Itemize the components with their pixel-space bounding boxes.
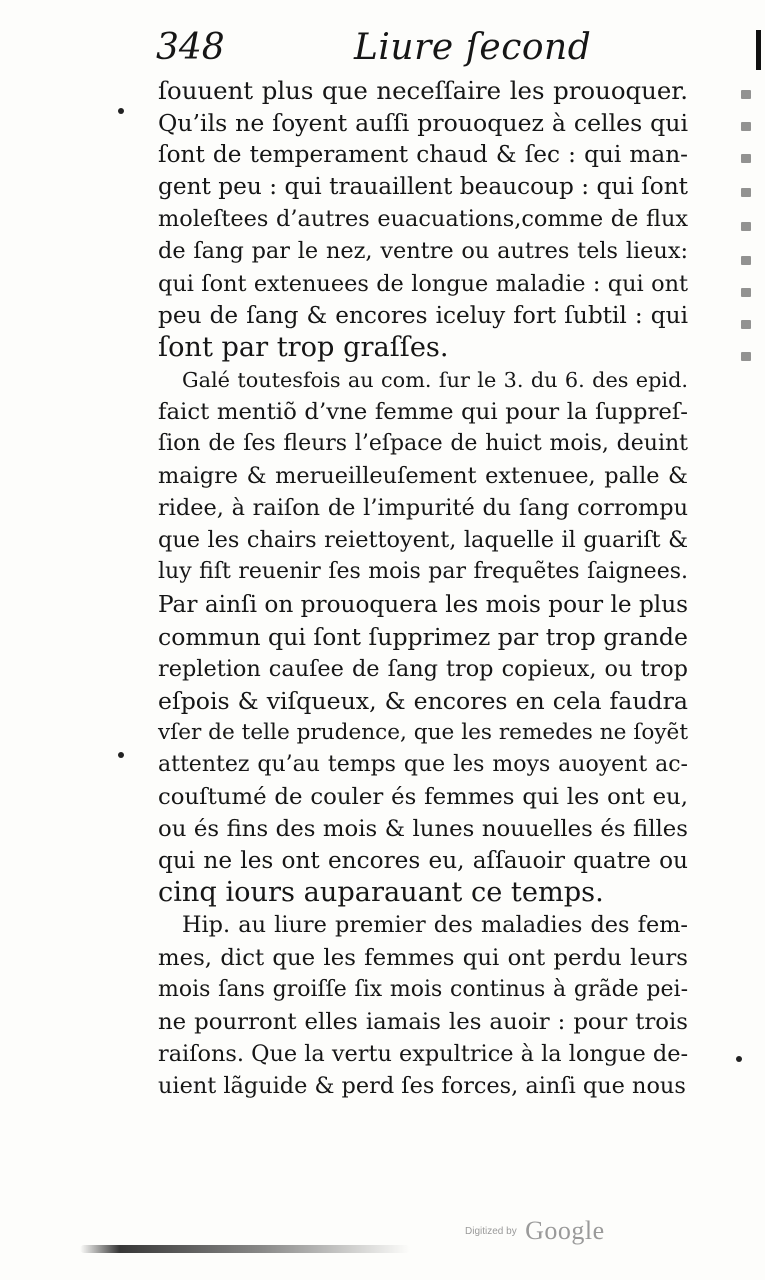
- page-header: [156, 26, 696, 70]
- text-line: vſer de telle prudence, que les remedes ne ſoyẽt: [158, 719, 688, 745]
- text-line: Galé toutesfois au com. ſur le 3. du 6. des epid.: [182, 367, 688, 392]
- paragraph: [158, 364, 688, 910]
- text-line: qui ne les ont encores eu, aſſauoir quatre ou: [158, 847, 688, 875]
- text-line: maigre & merueilleuſement extenuee, palle &: [158, 463, 688, 490]
- bleedthrough-glyph: [741, 154, 751, 163]
- text-line: moleſtees d’autres euacuations,comme de flux: [158, 206, 688, 233]
- text-line: Par ainſi on prouoquera les mois pour le plus: [158, 590, 689, 618]
- text-line: commun qui ſont ſupprimez par trop grande: [158, 622, 688, 651]
- body-text: [158, 75, 688, 1102]
- text-line: eſpois & viſqueux, & encores en cela faudra: [158, 686, 688, 715]
- text-line: mes, dict que les femmes qui ont perdu leurs: [158, 944, 688, 971]
- running-head: Liure ſecond: [354, 27, 592, 68]
- margin-ink-dot: [736, 1056, 742, 1062]
- bleedthrough-glyph: [741, 320, 751, 329]
- text-line: que les chairs reiettoyent, laquelle il guariſt &: [158, 527, 688, 554]
- bleedthrough-glyph: [741, 188, 751, 197]
- text-line: qui ſont extenuees de longue maladie : qui ont: [158, 270, 688, 297]
- text-line: ridee, à raiſon de l’impurité du ſang corrompu: [158, 495, 688, 522]
- text-line: peu de ſang & encores iceluy fort ſubtil : qui: [158, 301, 688, 329]
- text-line: mois ſans groiſſe ſix mois continus à grãde pei-: [158, 976, 688, 1002]
- paragraph: [158, 75, 688, 364]
- text-line: attentez qu’au temps que les moys auoyent ac-: [158, 751, 688, 777]
- margin-ink-dot: [118, 108, 124, 114]
- page-number: 348: [156, 27, 225, 68]
- bleedthrough-glyph: [741, 122, 751, 131]
- text-line: couſtumé de couler és femmes qui les ont eu,: [158, 784, 688, 811]
- text-line: ſouuent plus que neceſſaire les prouoquer.: [158, 76, 688, 105]
- text-line: ne pourront elles iamais les auoir : pour trois: [158, 1008, 688, 1035]
- text-line: faict mentiõ d’vne femme qui pour la ſuppreſ-: [158, 398, 688, 425]
- paragraph: [158, 909, 688, 1102]
- scan-smudge: [80, 1245, 410, 1253]
- text-line: de ſang par le nez, ventre ou autres tels lieux:: [158, 238, 688, 265]
- margin-ink-dot: [118, 752, 124, 758]
- text-line: ſont par trop graſſes.: [158, 331, 449, 363]
- text-line: raiſons. Que la vertu expultrice à la longue de-: [158, 1040, 689, 1067]
- watermark-prefix: Digitized by: [465, 1225, 517, 1237]
- edge-ink-bar: [756, 30, 761, 70]
- bleedthrough-glyph: [741, 256, 751, 265]
- page-edge-bleedthrough: [725, 18, 765, 378]
- text-line: ſion de ſes fleurs l’eſpace de huict mois, deuint: [158, 431, 688, 457]
- text-line: Hip. au liure premier des maladies des fem-: [182, 912, 688, 939]
- text-line: luy fiſt reuenir ſes mois par frequẽtes ſaignees.: [158, 559, 688, 585]
- bleedthrough-glyph: [741, 222, 751, 231]
- text-line: repletion cauſee de ſang trop copieux, ou trop: [158, 655, 688, 682]
- text-line: ou és fins des mois & lunes nouuelles és filles: [158, 816, 688, 843]
- text-line: gent peu : qui trauaillent beaucoup : qui ſont: [158, 173, 688, 201]
- text-line: Qu’ils ne ſoyent auſſi prouoquez à celles qui: [158, 109, 688, 138]
- text-line: cinq iours auparauant ce temps.: [158, 877, 604, 909]
- text-line: ſont de temperament chaud & ſec : qui man-: [158, 141, 688, 169]
- google-logo: Google: [525, 1216, 605, 1245]
- digitized-watermark: [465, 1216, 605, 1250]
- bleedthrough-glyph: [741, 288, 751, 297]
- bleedthrough-glyph: [741, 90, 751, 99]
- bleedthrough-glyph: [741, 352, 751, 361]
- text-line: uient lãguide & perd ſes forces, ainſi que nous: [158, 1072, 686, 1099]
